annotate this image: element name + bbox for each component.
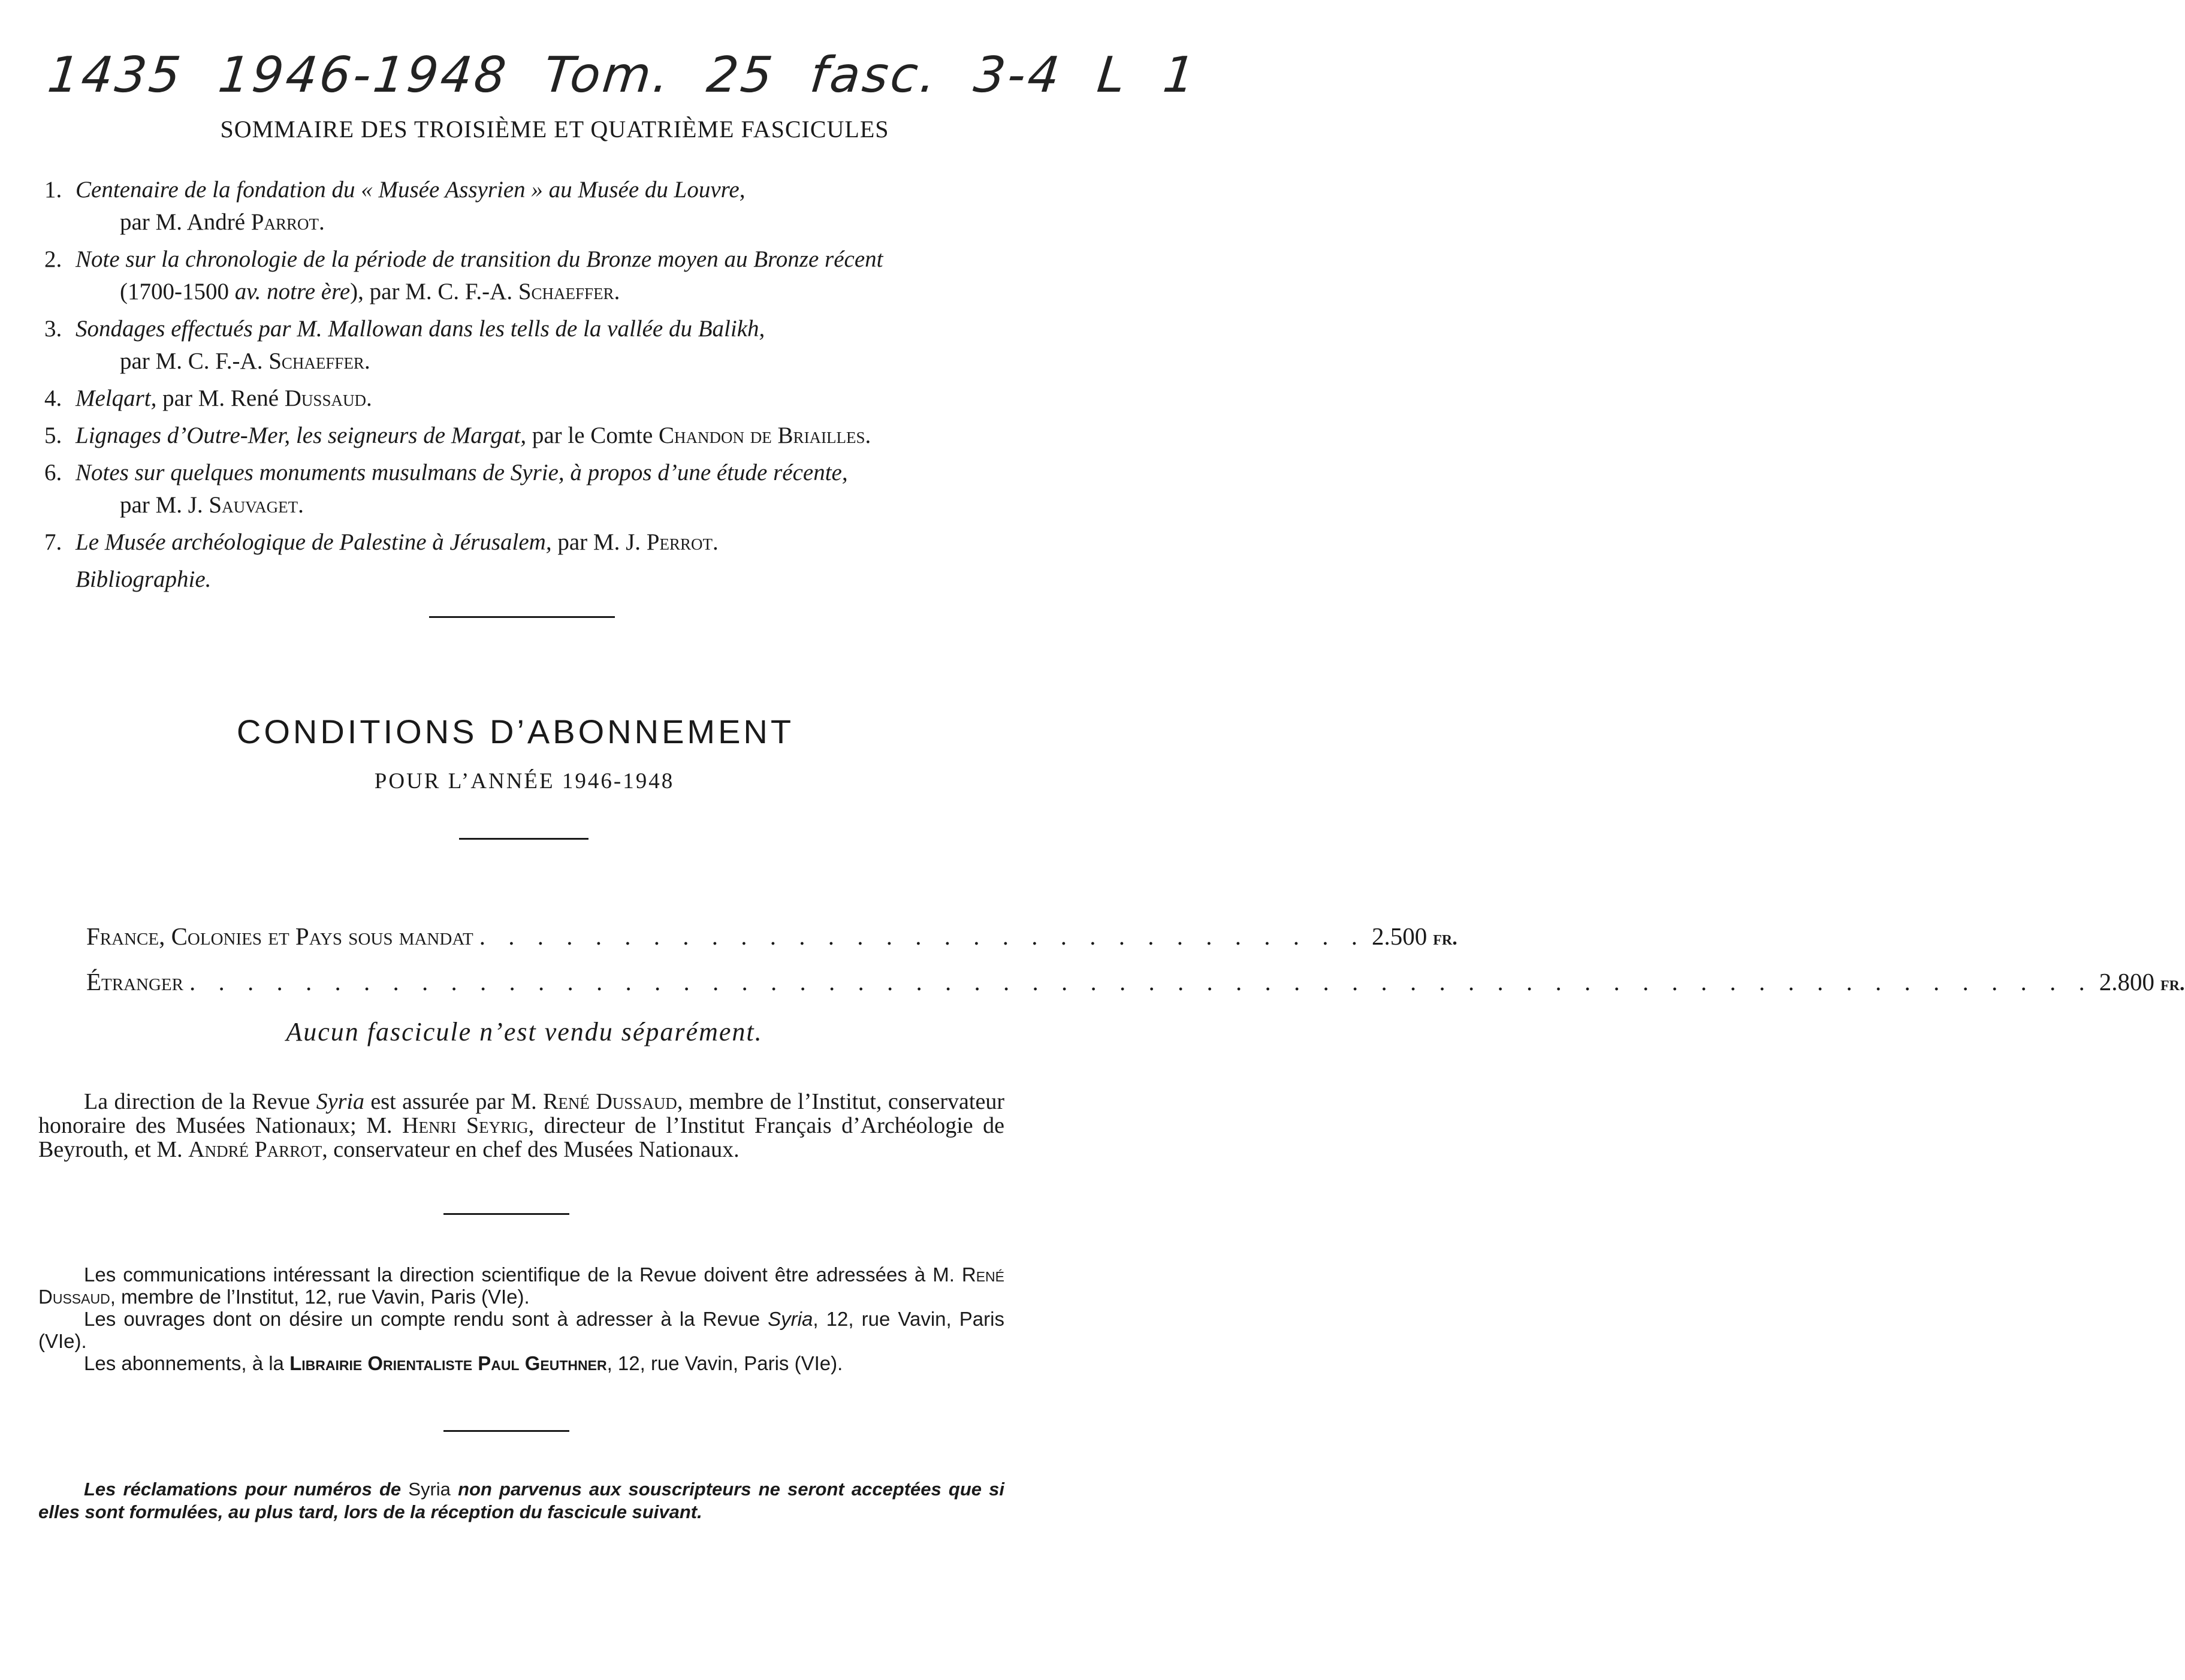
toc-by: par le Comte [532,423,653,448]
handwritten-note: 1435 1946-1948 Tom. 25 fasc. 3-4 L 1 [45,47,1200,104]
price-label: France, Colonies et Pays sous mandat [86,922,473,950]
toc-era: av. notre ère [234,279,351,304]
text-run: La direction de la Revue [84,1089,316,1114]
divider-rule [459,838,588,840]
toc-title: Le Musée archéologique de Palestine à Jérusalem, [76,529,552,555]
text-run: est assurée par M. [364,1089,544,1114]
text-run: Les communications intéressant la direction scientifique de la Revue doivent être adressées à M. [84,1263,962,1286]
text-run: Les réclamations pour numéros de [84,1479,409,1500]
conditions-title: CONDITIONS D’ABONNEMENT [236,713,795,750]
toc-title: Sondages effectués par M. Mallowan dans les tells de la vallée du Balikh, [76,316,765,342]
text-run: , membre de l’Institut, 12, rue Vavin, Paris (VIe). [110,1286,530,1308]
price-value: 2.800 [2099,968,2154,996]
toc-item-6 [44,457,1015,521]
text-run: Les abonnements, à la [84,1352,290,1374]
toc-item-4 [44,382,1015,415]
price-label: Étranger [86,968,183,996]
person-name: René Dussaud [543,1089,677,1114]
price-value: 2.500 [1372,922,1428,950]
price-unit: fr. [2160,973,2185,995]
toc-title: Centenaire de la fondation du « Musée Assyrien » au Musée du Louvre, [76,177,746,203]
toc-by: ), par M. C. F.-A. [350,279,513,304]
toc-bibliographie: Bibliographie. [76,566,212,592]
toc-item-1 [44,174,1015,239]
toc-author: Schaeffer. [518,279,620,304]
person-name: René Dussaud [38,1263,1004,1308]
sale-note: Aucun fascicule n’est vendu séparément. [286,1017,763,1046]
divider-rule [429,616,615,618]
toc-title: Lignages d’Outre-Mer, les seigneurs de Margat, [76,423,527,448]
person-name: André Parrot [188,1137,322,1162]
reclamations-note [38,1478,1004,1524]
toc-number: 6. [44,460,62,485]
toc-number: 4. [44,385,62,411]
text-run: Les ouvrages dont on désire un compte rendu sont à adresser à la Revue [84,1308,768,1330]
toc-title: Note sur la chronologie de la période de transition du Bronze moyen au Bronze récent [76,246,883,272]
text-run: , conservateur en chef des Musées Nationaux. [322,1137,740,1162]
publisher-name: Librairie Orientaliste Paul Geuthner [289,1352,607,1374]
price-unit: fr. [1433,927,1457,949]
toc-number: 5. [44,423,62,448]
divider-rule [443,1213,569,1215]
toc-by: par M. J. [120,492,203,518]
toc-author: Parrot. [251,209,325,235]
price-row-france [86,922,1457,951]
toc-by: par M. C. F.-A. [120,348,263,374]
leader-dots: . . . . . . . . . . . . . . . . . . . . . . . . . . . . . . . . . . . . . . . . . . . . . . . . . . . . . . . . . . . . . . . . . . [189,968,2093,996]
toc-by: par M. René [162,385,279,411]
toc-title: Notes sur quelques monuments musulmans de Syrie, à propos d’une étude récente, [76,460,848,485]
conditions-subtitle: POUR L’ANNÉE 1946-1948 [374,769,675,794]
journal-name: Syria [316,1089,364,1114]
direction-paragraph [38,1090,1004,1162]
text-run: , 12, rue Vavin, Paris (VIe). [606,1352,843,1374]
journal-name: Syria [768,1308,813,1330]
toc-item-5 [44,420,1015,452]
text-run: non parvenus aux souscripteurs ne seront acceptées que si elles sont formulées, au plus tard, lors de la réception du fascicule suivant. [38,1479,1005,1522]
toc-author: Sauvaget. [209,492,304,518]
sommaire-title: SOMMAIRE DES TROISIÈME ET QUATRIÈME FASCICULES [220,116,889,143]
toc-author: Schaeffer. [268,348,370,374]
leader-dots: . . . . . . . . . . . . . . . . . . . . . . . . . . . . . . . [479,922,1366,950]
toc-item-2 [44,243,1015,308]
journal-name: Syria [408,1479,451,1500]
text-run: , membre de l’Institut, conservateur honoraire des Musées Nationaux; M. [38,1089,1004,1138]
toc-item-3 [44,313,1015,378]
toc-by: par M. André [120,209,246,235]
toc-number: 3. [44,316,62,342]
toc-by: par M. J. [557,529,641,555]
table-of-contents [44,174,1015,596]
toc-number: 1. [44,177,62,203]
toc-item-7 [44,526,1015,559]
person-name: Henri Seyrig [402,1113,529,1138]
toc-number: 7. [44,529,62,555]
communications-block [38,1263,1004,1374]
toc-dates: (1700-1500 [120,279,229,304]
toc-author: Dussaud. [284,385,372,411]
text-run: , directeur de l’Institut Français d’Archéologie de Beyrouth, et M. [38,1113,1004,1162]
toc-number: 2. [44,246,62,272]
toc-author: Chandon de Briailles. [659,423,871,448]
toc-title: Melqart, [76,385,157,411]
price-row-etranger [86,967,2185,996]
text-run: , 12, rue Vavin, Paris (VIe). [38,1308,1004,1352]
divider-rule [443,1430,569,1432]
toc-author: Perrot. [646,529,719,555]
